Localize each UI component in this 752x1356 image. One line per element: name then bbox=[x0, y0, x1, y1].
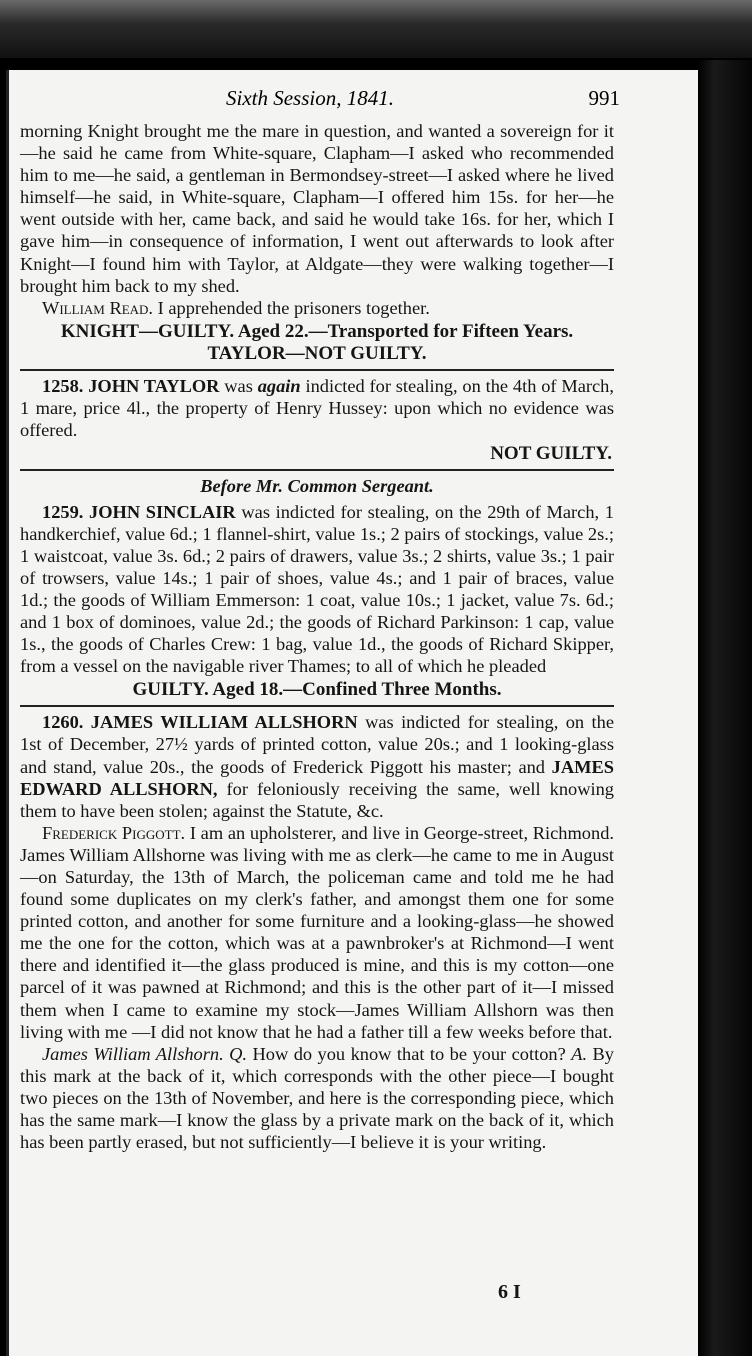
case-divider bbox=[20, 469, 614, 471]
verdict-knight: KNIGHT—GUILTY. Aged 22.—Transported for Fifteen Years. bbox=[60, 320, 574, 342]
verdict-guilty: GUILTY. Aged 18.—Confined Three Months. bbox=[132, 679, 502, 701]
signature-mark: 6 I bbox=[498, 1281, 521, 1303]
defendant-name: JOHN TAYLOR bbox=[88, 376, 220, 397]
witness-statement: I am an upholsterer, and live in George-street, Richmond. James William Allshorne was living with me as clerk—he came to me in August—on Saturday, the 13th of March, the policeman came and told me he had found some duplicates on my clerk's father, and amongst them one for some printed cotton, and another for some furniture and a looking-glass—he showed me the one for the cotton, which was at a pawnbroker's at Richmond—I went there and identified it—the glass produced is mine, and this is my cotton—one parcel of it was pawned at Richmond; and this is the other part of it—I missed them when I came to examine my stock—James William Allshorn was then living with me —I did not know that he had a father till a few weeks before that. bbox=[20, 822, 614, 1042]
indictment-text: was indicted for stealing, on the 29th of March, 1 handkerchief, value 6d.; 1 flannel-shirt, value 1s.; 2 pairs of stockings, value 2s.; 1 waistcoat, value 3s. 6d.; 2 pairs of drawers, value 3s.; 2 shirts, value 3s.; 1 pair of trowsers, value 14s.; 1 pair of shoes, value 4s.; and 1 pair of braces, value 1d.; the goods of William Emmerson: 1 coat, value 10s.; 1 jacket, value 7s. 6d.; and 1 box of dominoes, value 2d.; the goods of Richard Parkinson: 1 cap, value 1s., the goods of Charles Crew: 1 bag, value 1d., the goods of Richard Skipper, from a vessel on the navigable river Thames; to all of which he pleaded bbox=[20, 501, 614, 677]
case-1260-witness bbox=[20, 822, 614, 1043]
case-1260-indictment bbox=[20, 711, 614, 821]
case-number: 1259. bbox=[42, 501, 84, 522]
running-title: Sixth Session, 1841. bbox=[226, 86, 394, 110]
case-1258-indictment bbox=[20, 375, 614, 441]
indictment-text: indicted for stealing, on the 4th of March, 1 mare, price 4l., the property of Henry Hussey: upon which no evidence was offered. bbox=[20, 376, 614, 441]
question-label: Q. bbox=[229, 1043, 248, 1064]
again-emphasis: again bbox=[257, 376, 301, 397]
indictment-text: for feloniously receiving the same, well knowing them to have been stolen; against the Statute, &c. bbox=[20, 778, 615, 821]
running-head bbox=[200, 82, 620, 112]
cross-examiner-name: James William Allshorn. bbox=[42, 1043, 224, 1064]
verdict-taylor: TAYLOR—NOT GUILTY. bbox=[207, 342, 427, 364]
verdict-not-guilty: NOT GUILTY. bbox=[490, 443, 612, 465]
case-1257-witness bbox=[20, 297, 614, 319]
answer-text: By this mark at the back of it, which corresponds with the other piece—I bought two pieces on the 13th of November, and here is the corresponding piece, which has the same mark—I know the glass by a private mark on the back of it, which has been partly erased, but not sufficiently—I believe it is your writing. bbox=[20, 1043, 614, 1153]
page-number: 991 bbox=[588, 86, 620, 110]
case-1257-testimony: morning Knight brought me the mare in question, and wanted a sovereign for it—he said he came from White-square, Clapham—I asked who recommended him to me—he said, a gentleman in Bermondsey-street—I asked where he lived himself—he said, in White-square, Clapham—I offered him 15s. for her—he went outside with her, came back, and said he would take 16s. for her, which I gave him—in consequence of information, I went out afterwards to look after Knight—I found him with Taylor, at Aldgate—they were walking together—I brought him back to my shed. bbox=[20, 121, 614, 296]
defendant-name: JOHN SINCLAIR bbox=[89, 501, 236, 522]
defendant-name: JAMES EDWARD ALLSHORN, bbox=[20, 756, 614, 799]
case-number: 1260. bbox=[42, 712, 84, 733]
case-1259-indictment bbox=[20, 501, 614, 678]
book-page-edge bbox=[698, 60, 752, 1356]
case-divider bbox=[20, 705, 614, 707]
indictment-text: was indicted for stealing, on the 1st of December, 27½ yards of printed cotton, value 20s.; and 1 looking-glass and stand, value 20s., the goods of Frederick Piggott his master; and bbox=[20, 712, 614, 777]
question-text: How do you know that to be your cotton? bbox=[252, 1043, 566, 1064]
case-divider bbox=[20, 369, 614, 371]
witness-name: Frederick Piggott. bbox=[42, 822, 186, 843]
case-number: 1258. bbox=[42, 376, 84, 397]
indictment-text: was bbox=[224, 376, 253, 397]
defendant-name: JAMES WILLIAM ALLSHORN bbox=[90, 712, 358, 733]
witness-name: William Read. bbox=[42, 297, 154, 318]
page-text bbox=[20, 120, 614, 1153]
answer-label: A. bbox=[571, 1043, 588, 1064]
court-section-heading: Before Mr. Common Sergeant. bbox=[200, 476, 434, 497]
witness-statement: I apprehended the prisoners together. bbox=[157, 297, 430, 318]
scan-top-border bbox=[0, 0, 752, 58]
case-1260-cross-examination bbox=[20, 1043, 614, 1153]
